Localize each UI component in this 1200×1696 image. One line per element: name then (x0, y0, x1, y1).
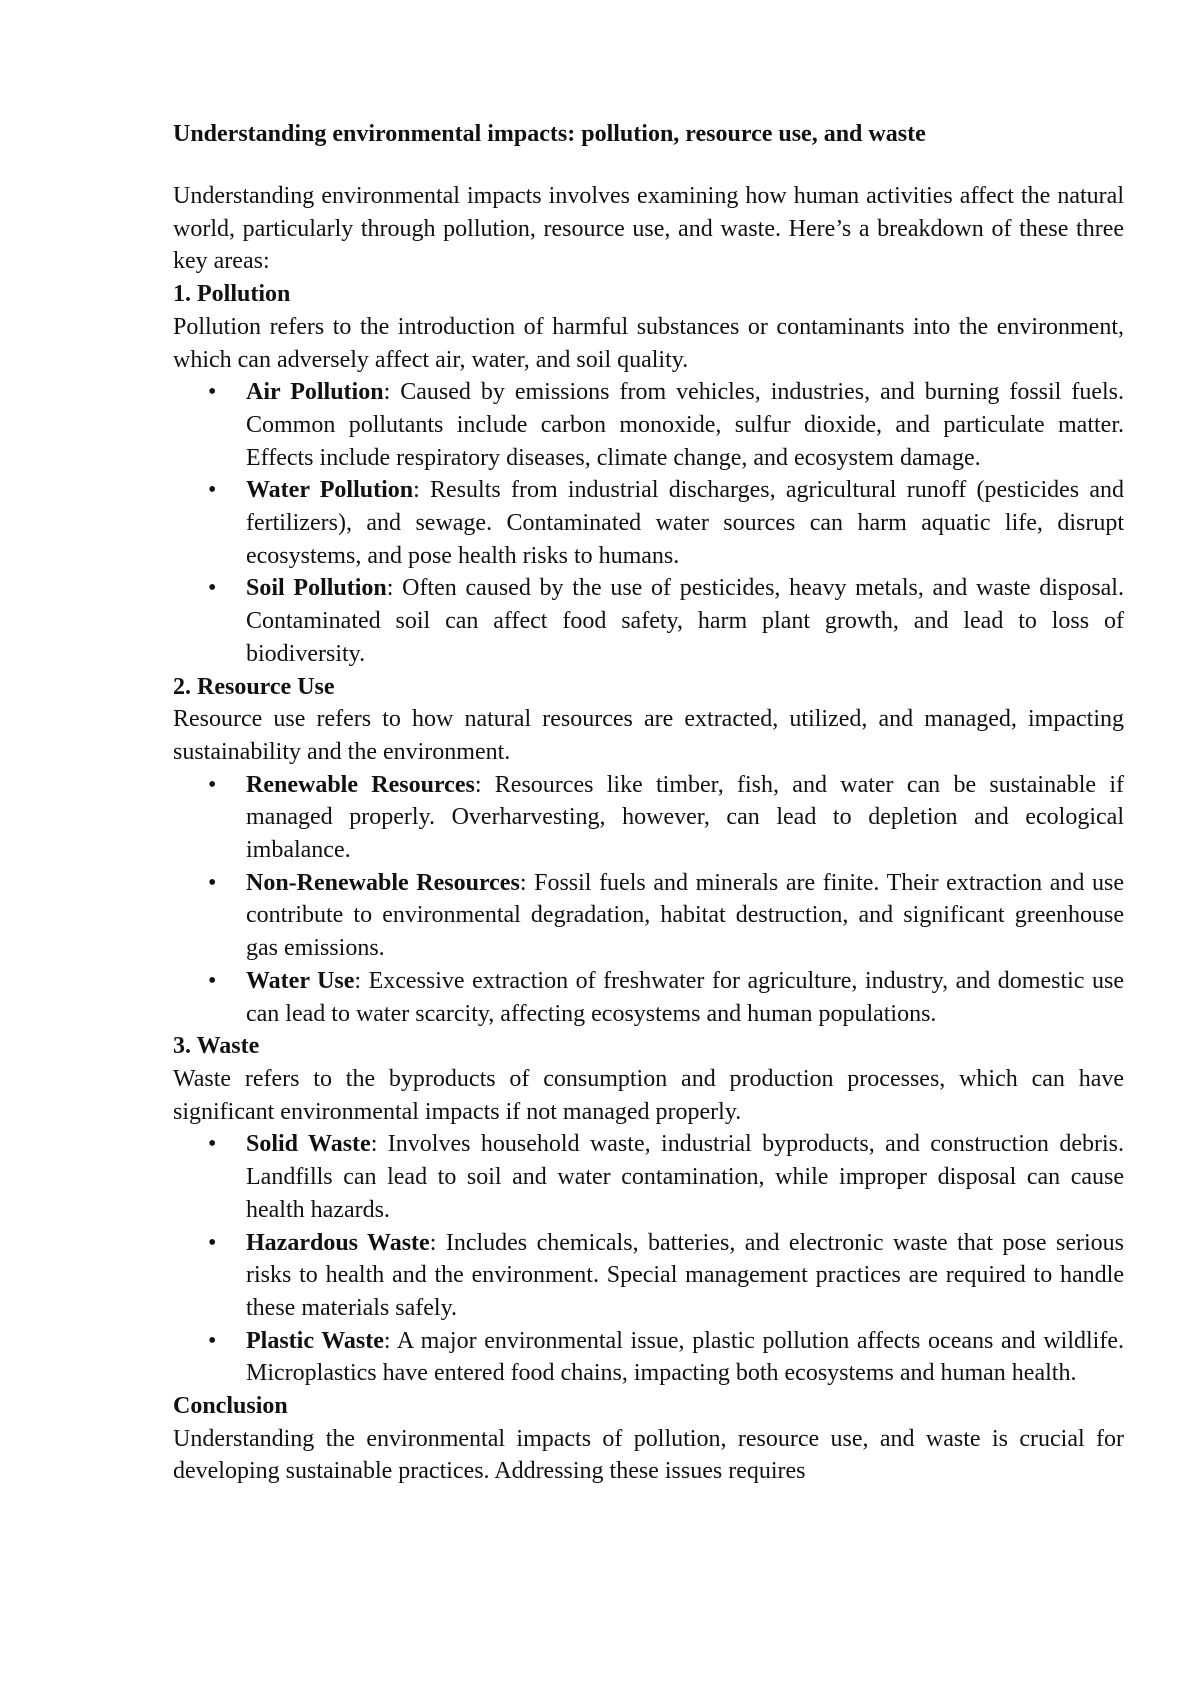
list-item-desc: : A major environmental issue, plastic pollution affects oceans and wildlife. Microplastics have entered food chains, impacting both ecosystems and human health. (246, 1327, 1124, 1387)
list-item-desc: : Includes chemicals, batteries, and electronic waste that pose serious risks to health and the environment. Special management practices are required to handle these materials safely. (246, 1229, 1125, 1321)
bullet-icon: • (208, 477, 217, 504)
section-text-waste: Waste refers to the byproducts of consumption and production processes, which can have significant environmental impacts if not managed properly. (173, 1065, 1124, 1125)
list-item (173, 1325, 1124, 1390)
list-item-term: Plastic Waste (246, 1327, 384, 1354)
list-item (173, 867, 1124, 965)
section-heading-pollution: 1. Pollution (173, 281, 291, 308)
bullet-icon: • (208, 1327, 217, 1354)
document-body (173, 180, 1124, 1488)
list-item (173, 769, 1124, 867)
list-item-desc: : Involves household waste, industrial byproducts, and construction debris. Landfills can lead to soil and water contamination, while improper disposal can cause health hazards. (246, 1131, 1124, 1223)
list-item-desc: : Fossil fuels and minerals are finite. Their extraction and use contribute to environmental degradation, habitat destruction, and significant greenhouse gas emissions. (246, 869, 1124, 962)
list-item-term: Soil Pollution (246, 575, 387, 602)
list-item-term: Renewable Resources (246, 771, 475, 798)
bullet-icon: • (208, 1131, 217, 1158)
list-item-term: Hazardous Waste (246, 1229, 430, 1256)
list-item (173, 1128, 1124, 1226)
list-item-desc: : Results from industrial discharges, agricultural runoff (pesticides and fertilizers), and sewage. Contaminated water sources can harm aquatic life, disrupt ecosystems, and pose health risks to humans. (246, 477, 1125, 569)
conclusion-text: Understanding the environmental impacts of pollution, resource use, and waste is crucial for developing sustainable practices. Addressing these issues requires (173, 1425, 1124, 1485)
bullet-icon: • (208, 869, 217, 896)
intro-paragraph: Understanding environmental impacts involves examining how human activities affect the natural world, particularly through pollution, resource use, and waste. Here’s a breakdown of these three key areas: (173, 183, 1124, 275)
list-item-term: Air Pollution (246, 379, 384, 406)
list-item-desc: : Caused by emissions from vehicles, industries, and burning fossil fuels. Common pollutants include carbon monoxide, sulfur dioxide, and particulate matter. Effects include respiratory diseases, climate change, and ecosystem damage. (246, 379, 1124, 471)
list-item-term: Solid Waste (246, 1131, 371, 1158)
section-text-pollution: Pollution refers to the introduction of harmful substances or contaminants into the environment, which can adversely affect air, water, and soil quality. (173, 313, 1124, 373)
list-item (173, 474, 1124, 572)
document-title: Understanding environmental impacts: pollution, resource use, and waste (173, 121, 926, 147)
bullet-icon: • (208, 379, 217, 406)
list-item-term: Non-Renewable Resources (246, 869, 520, 896)
conclusion-heading: Conclusion (173, 1393, 288, 1420)
bullet-icon: • (208, 967, 217, 994)
list-item (173, 376, 1124, 474)
list-item (173, 572, 1124, 670)
bullet-list-waste (173, 1128, 1124, 1390)
list-item-term: Water Use (246, 967, 355, 994)
section-text-resource-use: Resource use refers to how natural resources are extracted, utilized, and managed, impacting sustainability and the environment. (173, 706, 1124, 765)
section-heading-resource-use: 2. Resource Use (173, 673, 335, 700)
list-item (173, 965, 1124, 1030)
bullet-icon: • (208, 575, 217, 602)
section-heading-waste: 3. Waste (173, 1033, 260, 1060)
bullet-icon: • (208, 771, 217, 798)
bullet-list-resource-use (173, 769, 1124, 1031)
list-item-desc: : Often caused by the use of pesticides, heavy metals, and waste disposal. Contaminated soil can affect food safety, harm plant growth, and lead to loss of biodiversity. (246, 575, 1124, 667)
bullet-list-pollution (173, 376, 1124, 670)
bullet-icon: • (208, 1229, 217, 1256)
list-item (173, 1227, 1124, 1325)
list-item-term: Water Pollution (246, 477, 414, 504)
list-item-desc: : Excessive extraction of freshwater for agriculture, industry, and domestic use can lead to water scarcity, affecting ecosystems and human populations. (246, 967, 1124, 1027)
list-item-desc: : Resources like timber, fish, and water can be sustainable if managed properly. Overharvesting, however, can lead to depletion and ecological imbalance. (246, 771, 1124, 864)
